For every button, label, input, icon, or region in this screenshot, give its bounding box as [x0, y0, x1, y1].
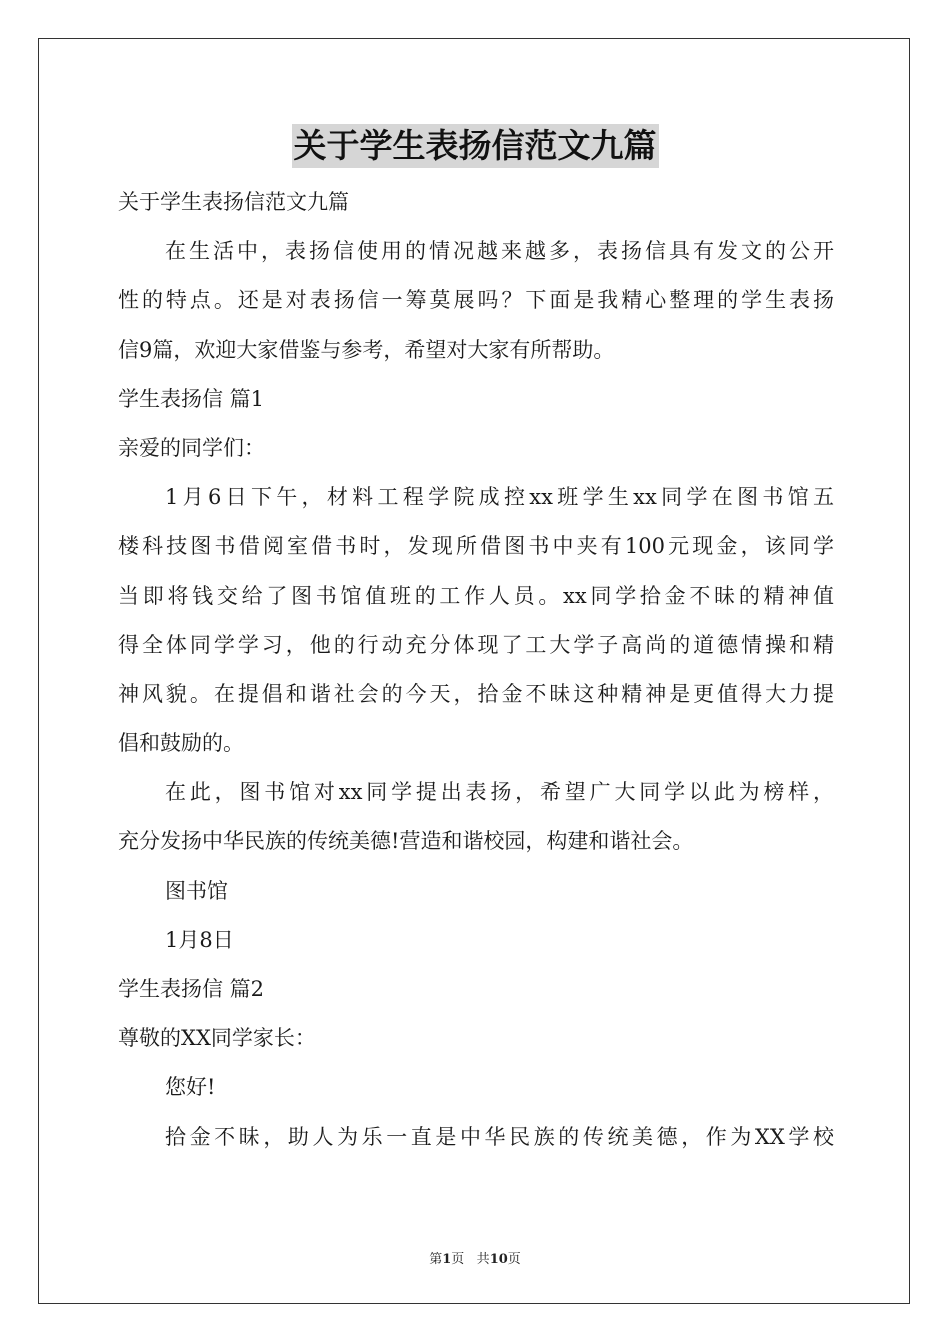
text-line: 亲爱的同学们： [118, 435, 265, 460]
text-line: 尊敬的XX同学家长： [118, 1026, 316, 1051]
text-line: 楼科技图书借阅室借书时，发现所借图书中夹有100元现金，该同学 [118, 534, 834, 559]
title-container [0, 124, 950, 168]
text-line: 1月6日下午，材料工程学院成控xx班学生xx同学在图书馆五 [165, 485, 834, 510]
text-line: 在生活中，表扬信使用的情况越来越多，表扬信具有发文的公开 [165, 239, 834, 264]
text-line: 得全体同学学习，他的行动充分体现了工大学子高尚的道德情操和精 [118, 632, 834, 657]
text-line: 倡和鼓励的。 [118, 731, 244, 756]
text-line: 您好! [165, 1075, 216, 1100]
document-title: 关于学生表扬信范文九篇 [292, 124, 659, 168]
text-line: 学生表扬信 篇2 [118, 977, 265, 1001]
text-line: 信9篇，欢迎大家借鉴与参考，希望对大家有所帮助。 [118, 337, 615, 362]
document-body [118, 178, 834, 1162]
page-footer [0, 1248, 950, 1267]
text-line: 拾金不昧，助人为乐一直是中华民族的传统美德，作为XX学校 [165, 1124, 834, 1149]
text-line: 学生表扬信 篇1 [118, 386, 265, 411]
page-suffix: 页 [451, 1252, 465, 1267]
text-line: 在此，图书馆对xx同学提出表扬，希望广大同学以此为榜样， [165, 780, 834, 805]
page-prefix: 第 [429, 1252, 443, 1267]
text-line: 1月8日 [165, 927, 234, 952]
text-line: 神风貌。在提倡和谐社会的今天，拾金不昧这种精神是更值得大力提 [118, 681, 834, 706]
text-line: 关于学生表扬信范文九篇 [118, 190, 349, 214]
total-prefix: 共 [476, 1252, 490, 1267]
page-current: 1 [442, 1252, 452, 1267]
text-line: 充分发扬中华民族的传统美德!营造和谐校园，构建和谐社会。 [118, 829, 694, 854]
text-line: 性的特点。还是对表扬信一筹莫展吗？下面是我精心整理的学生表扬 [118, 288, 834, 313]
page-total: 10 [489, 1252, 508, 1267]
text-line: 当即将钱交给了图书馆值班的工作人员。xx同学拾金不昧的精神值 [118, 583, 834, 608]
text-line: 图书馆 [165, 878, 228, 903]
total-suffix: 页 [507, 1252, 521, 1267]
